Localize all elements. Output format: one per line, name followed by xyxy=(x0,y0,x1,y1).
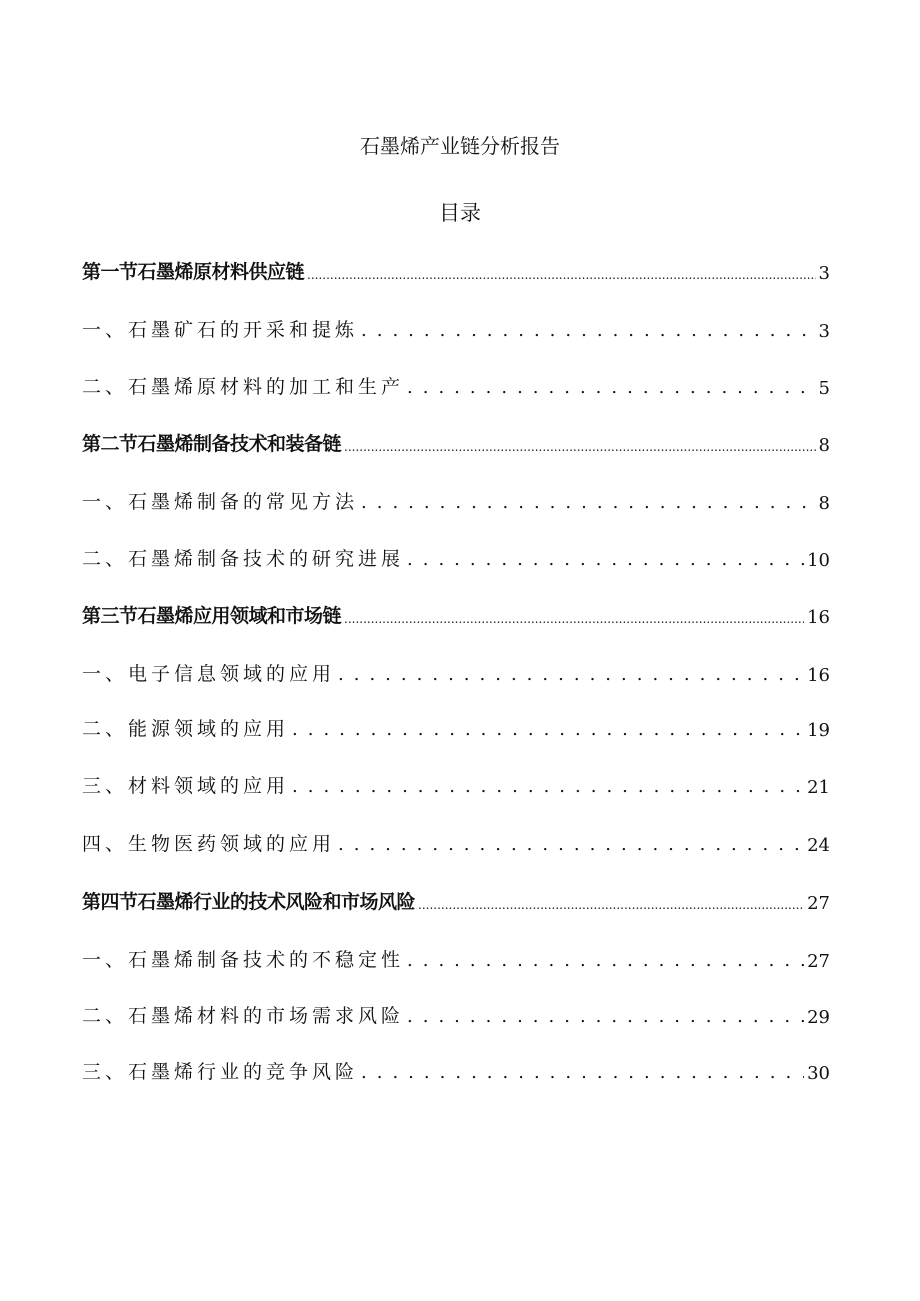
dot-leader xyxy=(292,778,804,798)
toc-entry-sub-4-3[interactable] xyxy=(82,1054,830,1084)
dot-leader xyxy=(407,379,816,399)
dot-leader xyxy=(307,269,816,284)
toc-entry-sub-2-1[interactable] xyxy=(82,484,830,514)
toc-entry-label: 一、石墨矿石的开采和提炼 xyxy=(82,319,359,341)
toc-entry-page: 16 xyxy=(807,665,830,686)
toc-entry-sub-4-1[interactable] xyxy=(82,942,830,972)
toc-entry-page: 29 xyxy=(807,1007,830,1028)
toc-entry-label: 第四节石墨烯行业的技术风险和市场风险 xyxy=(82,891,416,913)
toc-entry-sub-3-2[interactable] xyxy=(82,711,830,741)
toc-entry-sub-1-2[interactable] xyxy=(82,369,830,399)
toc-heading: 目录 xyxy=(439,201,481,225)
dot-leader xyxy=(407,1008,804,1028)
toc-entry-page: 21 xyxy=(807,777,830,798)
dot-leader xyxy=(407,551,804,571)
toc-entry-page: 19 xyxy=(807,720,830,741)
toc-entry-page: 27 xyxy=(807,893,830,914)
toc-entry-section-3[interactable] xyxy=(82,598,830,628)
toc-entry-page: 30 xyxy=(807,1063,830,1084)
dot-leader xyxy=(418,899,804,914)
toc-entry-section-2[interactable] xyxy=(82,426,830,456)
toc-entry-section-4[interactable] xyxy=(82,884,830,914)
toc-entry-sub-2-2[interactable] xyxy=(82,541,830,571)
document-title: 石墨烯产业链分析报告 xyxy=(360,134,560,158)
toc-entry-label: 一、石墨烯制备的常见方法 xyxy=(82,491,359,513)
toc-entry-sub-1-1[interactable] xyxy=(82,312,830,342)
toc-entry-sub-3-3[interactable] xyxy=(82,768,830,798)
toc-entry-page: 8 xyxy=(818,493,830,514)
toc-entry-label: 第一节石墨烯原材料供应链 xyxy=(82,261,305,283)
toc-entry-page: 5 xyxy=(818,378,830,399)
dot-leader xyxy=(344,613,804,628)
toc-entry-label: 四、生物医药领域的应用 xyxy=(82,833,336,855)
toc-entry-label: 二、石墨烯制备技术的研究进展 xyxy=(82,548,405,570)
toc-entry-label: 第三节石墨烯应用领域和市场链 xyxy=(82,605,342,627)
dot-leader xyxy=(361,494,816,514)
toc-entry-sub-3-4[interactable] xyxy=(82,826,830,856)
dot-leader xyxy=(361,1064,804,1084)
toc-entry-page: 8 xyxy=(818,435,830,456)
toc-entry-section-1[interactable] xyxy=(82,254,830,284)
toc-entry-label: 一、石墨烯制备技术的不稳定性 xyxy=(82,949,405,971)
toc-entry-page: 27 xyxy=(807,951,830,972)
dot-leader xyxy=(292,721,804,741)
toc-entry-label: 二、石墨烯材料的市场需求风险 xyxy=(82,1005,405,1027)
dot-leader xyxy=(361,322,816,342)
toc-entry-page: 10 xyxy=(807,550,830,571)
toc-entry-sub-3-1[interactable] xyxy=(82,656,830,686)
toc-entry-label: 二、能源领域的应用 xyxy=(82,718,290,740)
toc-entry-page: 3 xyxy=(818,321,830,342)
dot-leader xyxy=(344,441,816,456)
toc-entry-label: 三、石墨烯行业的竞争风险 xyxy=(82,1061,359,1083)
toc-entry-label: 三、材料领域的应用 xyxy=(82,775,290,797)
toc-entry-label: 一、电子信息领域的应用 xyxy=(82,663,336,685)
toc-entry-page: 16 xyxy=(807,607,830,628)
dot-leader xyxy=(407,952,804,972)
dot-leader xyxy=(338,666,804,686)
toc-entry-sub-4-2[interactable] xyxy=(82,998,830,1028)
toc-entry-label: 二、石墨烯原材料的加工和生产 xyxy=(82,376,405,398)
dot-leader xyxy=(338,836,804,856)
toc-entry-page: 3 xyxy=(818,263,830,284)
toc-entry-label: 第二节石墨烯制备技术和装备链 xyxy=(82,433,342,455)
toc-entry-page: 24 xyxy=(807,835,830,856)
